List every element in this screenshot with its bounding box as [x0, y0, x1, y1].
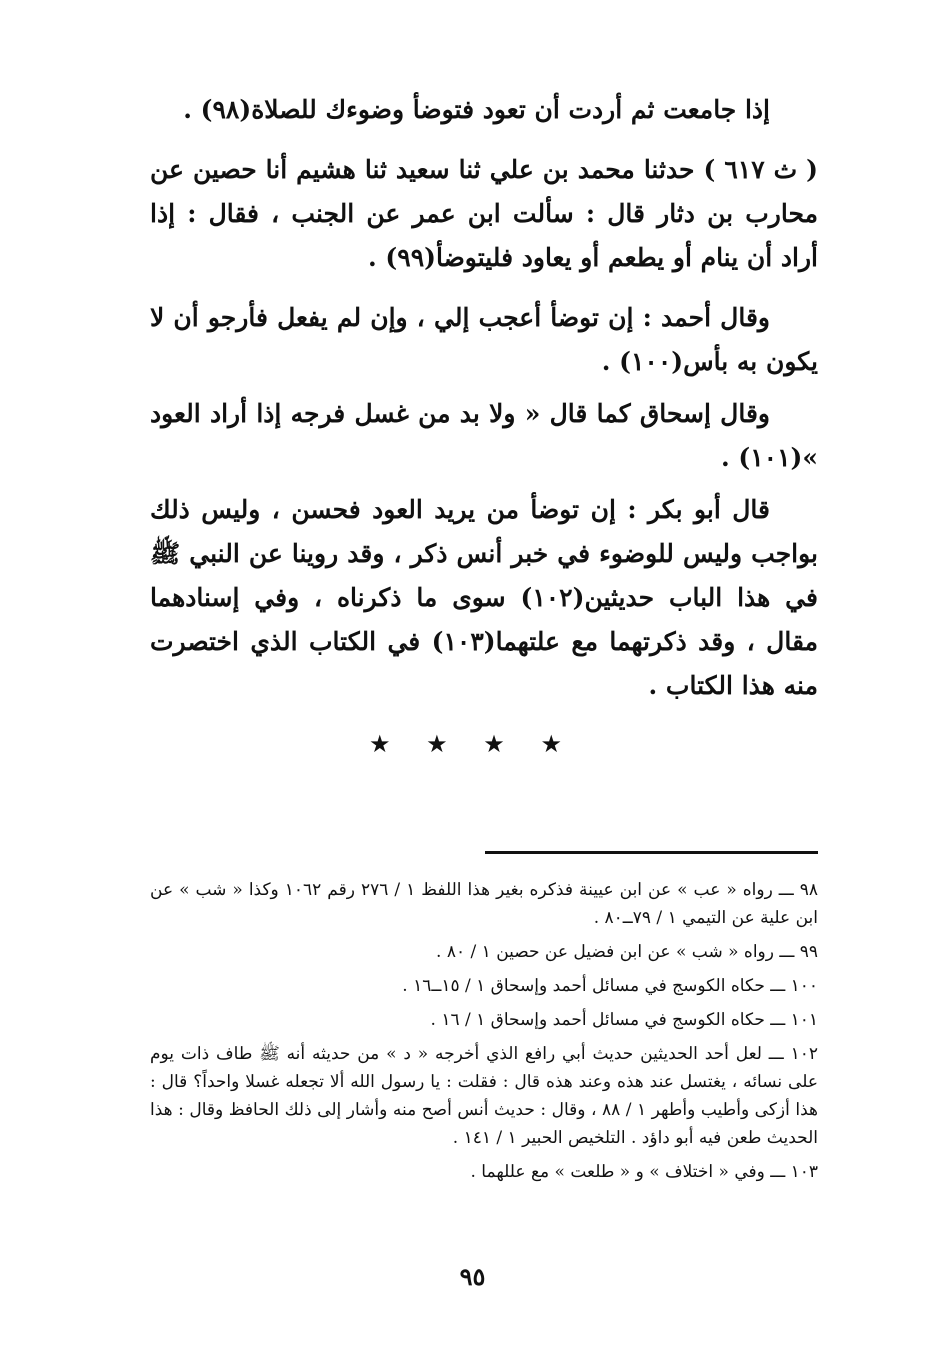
paragraph-3: وقال أحمد : إن توضأ أعجب إلي ، وإن لم يفعل فأرجو أن لا يكون به بأس(١٠٠) . — [150, 303, 818, 376]
section-separator-stars: ★ ★ ★ ★ — [369, 730, 576, 758]
footnote-102: ١٠٢ ـــ لعل أحد الحديثين حديث أبي رافع الذي أخرجه « د » من حديثه أنه ﷺ طاف ذات يوم على نسائه ، يغتسل عند هذه وعند هذه قال : فقلت : يا رسول الله ألا تجعله غسلا واحداً؟ قال : هذا أزكى وأطيب وأطهر ١ / ٨٨ ، وقال : حديث أنس أصح منه وأشار إلى ذلك الحافظ وقال : هذا الحديث طعن فيه أبو داؤد . التلخيص الحبير ١ / ١٤١ . — [150, 1044, 818, 1148]
footnote-100: ١٠٠ ـــ حكاه الكوسج في مسائل أحمد وإسحاق ١ / ١٥ــ١٦ . — [402, 976, 818, 996]
main-text — [150, 88, 818, 724]
footnote-98: ٩٨ ـــ رواه « عب » عن ابن عيينة فذكره بغير هذا اللفظ ١ / ٢٧٦ رقم ١٠٦٢ وكذا « شب » عن ابن علية عن التيمي ١ / ٧٩ــ٨٠ . — [150, 880, 818, 928]
footnote-103: ١٠٣ ـــ وفي « اختلاف » و « طلعت » مع عللهما . — [470, 1162, 818, 1182]
paragraph-2: ( ث ٦١٧ ) حدثنا محمد بن علي ثنا سعيد ثنا هشيم أنا حصين عن محارب بن دثار قال : سألت ابن عمر عن الجنب ، فقال : إذا أراد أن ينام أو يطعم أو يعاود فليتوضأ(٩٩) . — [150, 155, 818, 272]
footnote-99: ٩٩ ـــ رواه « شب » عن ابن فضيل عن حصين ١ / ٨٠ . — [436, 942, 818, 962]
paragraph-4: وقال إسحاق كما قال « ولا بد من غسل فرجه إذا أراد العود »(١٠١) . — [150, 399, 818, 472]
page-number: ٩٥ — [459, 1262, 486, 1291]
footnote-rule — [485, 851, 818, 854]
paragraph-5: قال أبو بكر : إن توضأ من يريد العود فحسن ، وليس ذلك بواجب وليس للوضوء في خبر أنس ذكر ، وقد روينا عن النبي ﷺ في هذا الباب حديثين(١٠٢) سوى ما ذكرناه ، وفي إسنادهما مقال ، وقد ذكرتهما مع علتهما(١٠٣) في الكتاب الذي اختصرت منه هذا الكتاب . — [150, 495, 819, 700]
footnotes — [150, 876, 818, 1192]
footnote-101: ١٠١ ـــ حكاه الكوسج في مسائل أحمد وإسحاق ١ / ١٦ . — [430, 1010, 818, 1030]
paragraph-1: إذا جامعت ثم أردت أن تعود فتوضأ وضوءك للصلاة(٩٨) . — [183, 95, 770, 124]
